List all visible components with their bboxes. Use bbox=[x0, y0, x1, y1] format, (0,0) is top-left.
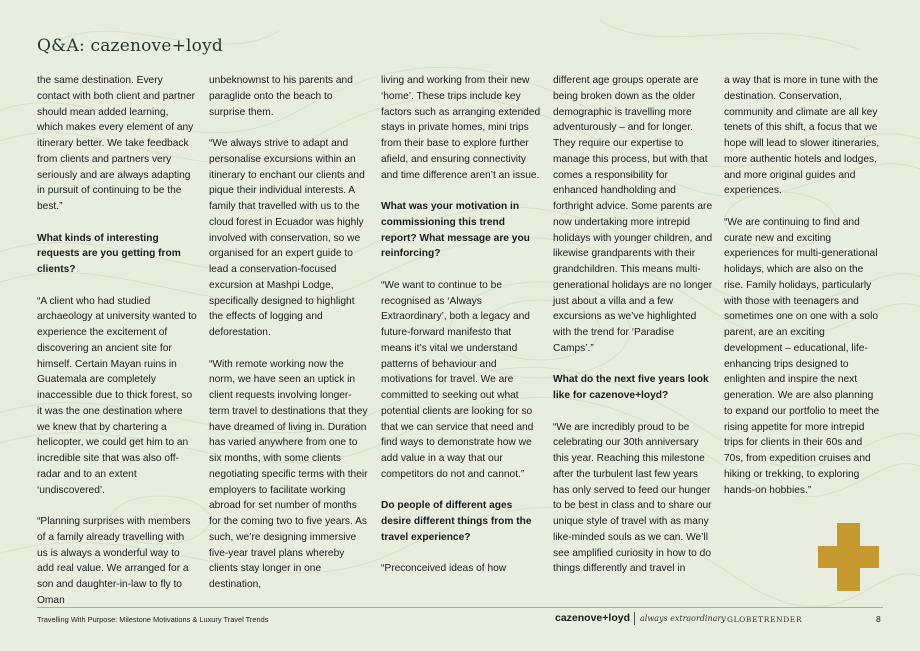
answer-paragraph: unbeknownst to his parents and paraglide onto the beach to surprise them. bbox=[209, 75, 353, 118]
answer-paragraph: “We want to continue to be recognised as ‘Always Extraordinary’, both a legacy and future-forward manifesto that means it’s vital we understand patterns of behaviour and motivations for travel. We are committed to seeking out what potential clients are looking for so that we can service that need and find ways to demonstrate how we add value in a way that our competitors do not and cannot.” bbox=[381, 279, 534, 480]
answer-paragraph: a way that is more in tune with the destination. Conservation, community and climate are all key tenets of this shift, a focus that we hope will lead to slower itineraries, more authentic hotels and lodges, and more original guides and experiences. bbox=[724, 75, 880, 197]
footer-partner-logo: GLOBETRENDER bbox=[727, 615, 803, 624]
text-column-3 bbox=[381, 73, 541, 593]
question-heading: What was your motivation in commissioning this trend report? What message are you reinforcing? bbox=[381, 201, 530, 260]
plus-decoration-horizontal bbox=[818, 546, 879, 568]
answer-paragraph: the same destination. Every contact with both client and partner should mean added learning, which makes every element of any itinerary better. We take feedback from clients and partners very seriously and are always adapting in pursuit of continuing to be the best.” bbox=[37, 75, 196, 212]
answer-paragraph: living and working from their new ‘home’. These trips include key factors such as arranging extended stays in private homes, mini trips from their base to explore further afield, and ensuring connectivity and time difference aren’t an issue. bbox=[381, 75, 541, 181]
answer-paragraph: “Preconceived ideas of how bbox=[381, 563, 507, 575]
page-number: 8 bbox=[876, 614, 881, 624]
question-heading: What do the next five years look like for cazenove+loyd? bbox=[553, 374, 709, 401]
answer-paragraph: “We are incredibly proud to be celebrating our 30th anniversary this year. Reaching this milestone after the turbulent last few years has only served to feed our hunger to be best in class and to share our unique style of travel with as many like-minded souls as we can. We’ll see amplified curiosity in how to do things differently and travel in bbox=[553, 421, 712, 575]
answer-paragraph: different age groups operate are being broken down as the older demographic is travelling more adventurously – and for longer. They require our expertise to manage this process, but with that comes a responsibility for enhanced handholding and forthright advice. Some parents are now undertaking more intrepid holidays with younger children, and likewise grandparents with their grandchildren. This means multi-generational holidays are no longer just about a villa and a few excursions as we’ve highlighted with the trend for ‘Paradise Camps’.” bbox=[553, 75, 713, 354]
answer-paragraph: “Planning surprises with members of a family already travelling with us is always a wonderful way to add real value. We arranged for a son and daughter-in-law to fly to Oman bbox=[37, 516, 191, 606]
answer-paragraph: “We are continuing to find and curate new and exciting experiences for multi-generational holidays, which are also on the rise. Family holidays, particularly with those with teenagers and sometimes one on one with a solo parent, are an exciting development – educational, life-enhancing trips designed to enlighten and inspire the next generation. We are also planning to expand our portfolio to meet the rising appetite for more intrepid trips for clients in their 60s and 70s, from expedition cruises and hiking or trekking, to exploring hands-on hobbies.” bbox=[724, 216, 880, 496]
footer-report-title: Travelling With Purpose: Milestone Motivations & Luxury Travel Trends bbox=[37, 615, 269, 624]
answer-paragraph: “We always strive to adapt and personalise excursions within an itinerary to enchant our clients and pique their individual interests. A family that travelled with us to the cloud forest in Ecuador was highly involved with conservation, so we organised for an expert guide to lead a conservation-focused excursion at Mashpi Lodge, specifically designed to highlight the effects of logging and deforestation. bbox=[209, 138, 365, 338]
text-column-1 bbox=[37, 73, 197, 624]
footer-tagline: always extraordinary bbox=[640, 614, 726, 623]
text-column-5 bbox=[724, 73, 884, 514]
question-heading: What kinds of interesting requests are you getting from clients? bbox=[37, 232, 181, 275]
footer-divider bbox=[37, 607, 883, 608]
question-heading: Do people of different ages desire different things from the travel experience? bbox=[381, 500, 532, 543]
answer-paragraph: “With remote working now the norm, we have seen an uptick in client requests involving longer-term travel to destinations that they have dreamed of living in. Duration has varied anywhere from one to six months, with some clients negotiating specific terms with their employers to facilitate working abroad for set number of months for the coming two to five years. As such, we’re designing immersive five-year travel plans whereby clients stay longer in one destination, bbox=[209, 358, 368, 590]
text-column-2 bbox=[209, 73, 369, 609]
answer-paragraph: “A client who had studied archaeology at university wanted to experience the excitement of discovering an ancient site for himself. Certain Mayan ruins in Guatemala are completely inaccessible due to thick forest, so it was the one destination where we knew that by chartering a helicopter, we could get him to an incredible site that was also off-radar and to an extent ‘undiscovered’. bbox=[37, 295, 197, 496]
footer-brand-logo: cazenove+loyd bbox=[555, 612, 630, 624]
text-column-4 bbox=[553, 73, 713, 593]
footer-separator bbox=[634, 612, 635, 625]
page-title: Q&A: cazenove+loyd bbox=[37, 36, 224, 56]
